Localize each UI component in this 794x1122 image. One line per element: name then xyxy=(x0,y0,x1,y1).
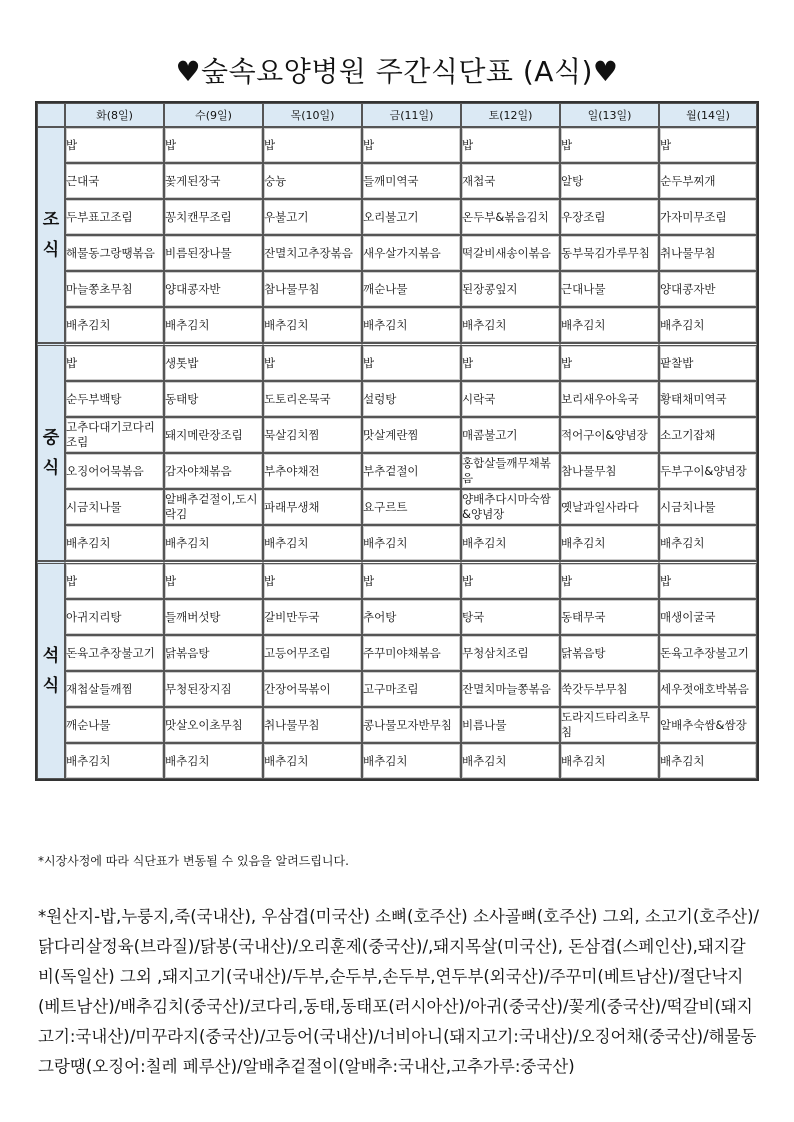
menu-row xyxy=(37,235,757,271)
menu-cell: 배추김치 xyxy=(659,525,757,561)
menu-cell: 도토리온묵국 xyxy=(263,381,362,417)
menu-row xyxy=(37,163,757,199)
menu-row xyxy=(37,489,757,525)
menu-cell: 밥 xyxy=(461,127,560,163)
menu-cell: 무청삼치조림 xyxy=(461,635,560,671)
meal-label-char: 석 xyxy=(42,646,60,666)
menu-cell: 배추김치 xyxy=(659,307,757,343)
meal-label-char: 중 xyxy=(42,428,60,448)
day-header: 화(8일) xyxy=(65,103,164,127)
menu-cell: 취나물무침 xyxy=(263,707,362,743)
menu-cell: 밥 xyxy=(263,561,362,599)
menu-cell: 순두부백탕 xyxy=(65,381,164,417)
menu-cell: 황태채미역국 xyxy=(659,381,757,417)
menu-cell: 우불고기 xyxy=(263,199,362,235)
menu-cell: 잔멸치고추장볶음 xyxy=(263,235,362,271)
menu-row xyxy=(37,417,757,453)
menu-cell: 참나물무침 xyxy=(560,453,659,489)
menu-cell: 배추김치 xyxy=(659,743,757,779)
menu-cell: 밥 xyxy=(65,343,164,381)
meal-label-char: 식 xyxy=(42,458,60,478)
menu-cell: 깨순나물 xyxy=(362,271,461,307)
menu-cell: 밥 xyxy=(263,343,362,381)
menu-cell: 오리불고기 xyxy=(362,199,461,235)
menu-cell: 알탕 xyxy=(560,163,659,199)
menu-cell: 밥 xyxy=(164,561,263,599)
menu-cell: 요구르트 xyxy=(362,489,461,525)
menu-cell: 밥 xyxy=(560,343,659,381)
menu-cell: 배추김치 xyxy=(362,525,461,561)
menu-row xyxy=(37,599,757,635)
menu-cell: 두부표고조림 xyxy=(65,199,164,235)
menu-cell: 배추김치 xyxy=(560,743,659,779)
menu-cell: 배추김치 xyxy=(362,743,461,779)
menu-cell: 우장조림 xyxy=(560,199,659,235)
menu-cell: 양배추다시마숙쌈&양념장 xyxy=(461,489,560,525)
menu-cell: 취나물무침 xyxy=(659,235,757,271)
menu-cell: 설렁탕 xyxy=(362,381,461,417)
menu-cell: 배추김치 xyxy=(65,525,164,561)
menu-cell: 동태무국 xyxy=(560,599,659,635)
menu-row xyxy=(37,453,757,489)
menu-row xyxy=(37,127,757,163)
menu-row xyxy=(37,635,757,671)
menu-cell: 꽃게된장국 xyxy=(164,163,263,199)
menu-cell: 밥 xyxy=(65,127,164,163)
menu-cell: 알배추겉절이,도시락김 xyxy=(164,489,263,525)
menu-cell: 온두부&볶음김치 xyxy=(461,199,560,235)
menu-cell: 배추김치 xyxy=(65,743,164,779)
menu-cell: 고구마조림 xyxy=(362,671,461,707)
menu-cell: 시금치나물 xyxy=(659,489,757,525)
menu-cell: 배추김치 xyxy=(362,307,461,343)
menu-cell: 돼지메란장조림 xyxy=(164,417,263,453)
menu-row xyxy=(37,307,757,343)
menu-row xyxy=(37,561,757,599)
menu-cell: 추어탕 xyxy=(362,599,461,635)
menu-cell: 돈육고추장불고기 xyxy=(659,635,757,671)
menu-cell: 팥찰밥 xyxy=(659,343,757,381)
menu-cell: 밥 xyxy=(560,561,659,599)
change-notice: *시장사정에 따라 식단표가 변동될 수 있음을 알려드립니다. xyxy=(38,854,349,868)
menu-cell: 보리새우아욱국 xyxy=(560,381,659,417)
meal-label-char: 식 xyxy=(42,676,60,696)
menu-cell: 동부묵김가루무침 xyxy=(560,235,659,271)
menu-cell: 배추김치 xyxy=(461,307,560,343)
menu-cell: 양대콩자반 xyxy=(659,271,757,307)
menu-cell: 도라지드타리초무침 xyxy=(560,707,659,743)
menu-cell: 갈비만두국 xyxy=(263,599,362,635)
meal-label xyxy=(37,561,65,779)
menu-cell: 숭늉 xyxy=(263,163,362,199)
day-header: 일(13일) xyxy=(560,103,659,127)
menu-cell: 매콤불고기 xyxy=(461,417,560,453)
day-header-row xyxy=(37,103,757,127)
menu-cell: 고추다대기코다리조림 xyxy=(65,417,164,453)
menu-cell: 비름나물 xyxy=(461,707,560,743)
menu-cell: 배추김치 xyxy=(560,307,659,343)
menu-cell: 시금치나물 xyxy=(65,489,164,525)
menu-cell: 양대콩자반 xyxy=(164,271,263,307)
menu-cell: 가자미무조림 xyxy=(659,199,757,235)
menu-cell: 동태탕 xyxy=(164,381,263,417)
menu-cell: 감자야채볶음 xyxy=(164,453,263,489)
day-header: 월(14일) xyxy=(659,103,757,127)
menu-cell: 들깨미역국 xyxy=(362,163,461,199)
menu-row xyxy=(37,671,757,707)
menu-cell: 매생이굴국 xyxy=(659,599,757,635)
menu-cell: 홍합살들깨무채볶음 xyxy=(461,453,560,489)
menu-cell: 콩나물모자반무침 xyxy=(362,707,461,743)
menu-cell: 된장콩잎지 xyxy=(461,271,560,307)
menu-cell: 파래무생채 xyxy=(263,489,362,525)
menu-cell: 주꾸미야채볶음 xyxy=(362,635,461,671)
menu-cell: 해물동그랑땡볶음 xyxy=(65,235,164,271)
menu-cell: 배추김치 xyxy=(164,525,263,561)
menu-cell: 밥 xyxy=(164,127,263,163)
menu-cell: 세우젓애호박볶음 xyxy=(659,671,757,707)
menu-cell: 밥 xyxy=(461,561,560,599)
menu-cell: 배추김치 xyxy=(263,743,362,779)
menu-cell: 닭볶음탕 xyxy=(560,635,659,671)
day-header: 목(10일) xyxy=(263,103,362,127)
menu-cell: 소고기잡채 xyxy=(659,417,757,453)
menu-row xyxy=(37,343,757,381)
menu-cell: 쑥갓두부무침 xyxy=(560,671,659,707)
meal-label xyxy=(37,343,65,561)
menu-cell: 새우살가지볶음 xyxy=(362,235,461,271)
day-header: 수(9일) xyxy=(164,103,263,127)
meal-label-char: 조 xyxy=(42,210,60,230)
day-header: 금(11일) xyxy=(362,103,461,127)
menu-cell: 오징어어묵볶음 xyxy=(65,453,164,489)
menu-cell: 배추김치 xyxy=(560,525,659,561)
header-corner xyxy=(37,103,65,127)
menu-cell: 배추김치 xyxy=(263,307,362,343)
menu-row xyxy=(37,743,757,779)
menu-cell: 재첩살들깨찜 xyxy=(65,671,164,707)
menu-cell: 재첩국 xyxy=(461,163,560,199)
menu-cell: 배추김치 xyxy=(164,307,263,343)
menu-cell: 떡갈비새송이볶음 xyxy=(461,235,560,271)
menu-cell: 생톳밥 xyxy=(164,343,263,381)
menu-cell: 밥 xyxy=(362,561,461,599)
meal-label-char: 식 xyxy=(42,240,60,260)
menu-cell: 옛날과일사라다 xyxy=(560,489,659,525)
menu-cell: 아귀지리탕 xyxy=(65,599,164,635)
menu-cell: 알배추숙쌈&쌈장 xyxy=(659,707,757,743)
menu-cell: 탕국 xyxy=(461,599,560,635)
menu-cell: 시락국 xyxy=(461,381,560,417)
menu-cell: 적어구이&양념장 xyxy=(560,417,659,453)
menu-row xyxy=(37,199,757,235)
menu-cell: 밥 xyxy=(362,343,461,381)
menu-cell: 배추김치 xyxy=(65,307,164,343)
menu-cell: 무청된장지짐 xyxy=(164,671,263,707)
menu-cell: 밥 xyxy=(263,127,362,163)
origin-info: *원산지-밥,누룽지,죽(국내산), 우삼겹(미국산) 소뼈(호주산) 소사골뼈(호주산) 그외, 소고기(호주산)/닭다리살정육(브라질)/닭봉(국내산)/오리훈제(중국산)/,돼지목살(미국산), 돈삼겹(스페인산),돼지갈비(독일산) 그외 ,돼지고기(국내산)/두부,순두부,손두부,연두부(외국산)/주꾸미(베트남산)/절단낙지(베트남산)/배추김치(중국산)/코다리,동태,동태포(러시아산)/아귀(중국산)/꽃게(중국산)/떡갈비(돼지고기:국내산)/미꾸라지(중국산)/고등어(국내산)/너비아니(돼지고기:국내산)/오징어채(중국산)/해물동그랑땡(오징어:칠레 페루산)/알배추겉절이(알배추:국내산,고추가루:중국산) xyxy=(38,907,760,1076)
menu-cell: 근대국 xyxy=(65,163,164,199)
menu-cell: 맛살계란찜 xyxy=(362,417,461,453)
menu-row xyxy=(37,271,757,307)
menu-cell: 마늘쫑초무침 xyxy=(65,271,164,307)
menu-cell: 간장어묵볶이 xyxy=(263,671,362,707)
menu-cell: 밥 xyxy=(65,561,164,599)
menu-cell: 밥 xyxy=(560,127,659,163)
menu-cell: 참나물무침 xyxy=(263,271,362,307)
menu-cell: 밥 xyxy=(659,561,757,599)
menu-row xyxy=(37,381,757,417)
menu-cell: 배추김치 xyxy=(263,525,362,561)
page-title: ♥숲속요양병원 주간식단표 (A식)♥ xyxy=(175,55,619,88)
menu-cell: 밥 xyxy=(362,127,461,163)
menu-cell: 밥 xyxy=(659,127,757,163)
menu-row xyxy=(37,707,757,743)
menu-cell: 순두부찌개 xyxy=(659,163,757,199)
menu-cell: 닭볶음탕 xyxy=(164,635,263,671)
menu-cell: 잔멸치마늘쫑볶음 xyxy=(461,671,560,707)
menu-cell: 깨순나물 xyxy=(65,707,164,743)
menu-cell: 비름된장나물 xyxy=(164,235,263,271)
menu-cell: 배추김치 xyxy=(461,743,560,779)
menu-cell: 밥 xyxy=(461,343,560,381)
day-header: 토(12일) xyxy=(461,103,560,127)
menu-cell: 묵살김치찜 xyxy=(263,417,362,453)
menu-cell: 근대나물 xyxy=(560,271,659,307)
menu-cell: 꽁치캔무조림 xyxy=(164,199,263,235)
menu-cell: 들깨버섯탕 xyxy=(164,599,263,635)
menu-cell: 배추김치 xyxy=(461,525,560,561)
menu-row xyxy=(37,525,757,561)
menu-cell: 부추야채전 xyxy=(263,453,362,489)
menu-cell: 두부구이&양념장 xyxy=(659,453,757,489)
meal-label xyxy=(37,127,65,343)
menu-cell: 배추김치 xyxy=(164,743,263,779)
menu-cell: 부추겉절이 xyxy=(362,453,461,489)
menu-cell: 고등어무조림 xyxy=(263,635,362,671)
weekly-menu-table xyxy=(35,101,759,781)
menu-cell: 맛살오이초무침 xyxy=(164,707,263,743)
menu-cell: 돈육고추장불고기 xyxy=(65,635,164,671)
